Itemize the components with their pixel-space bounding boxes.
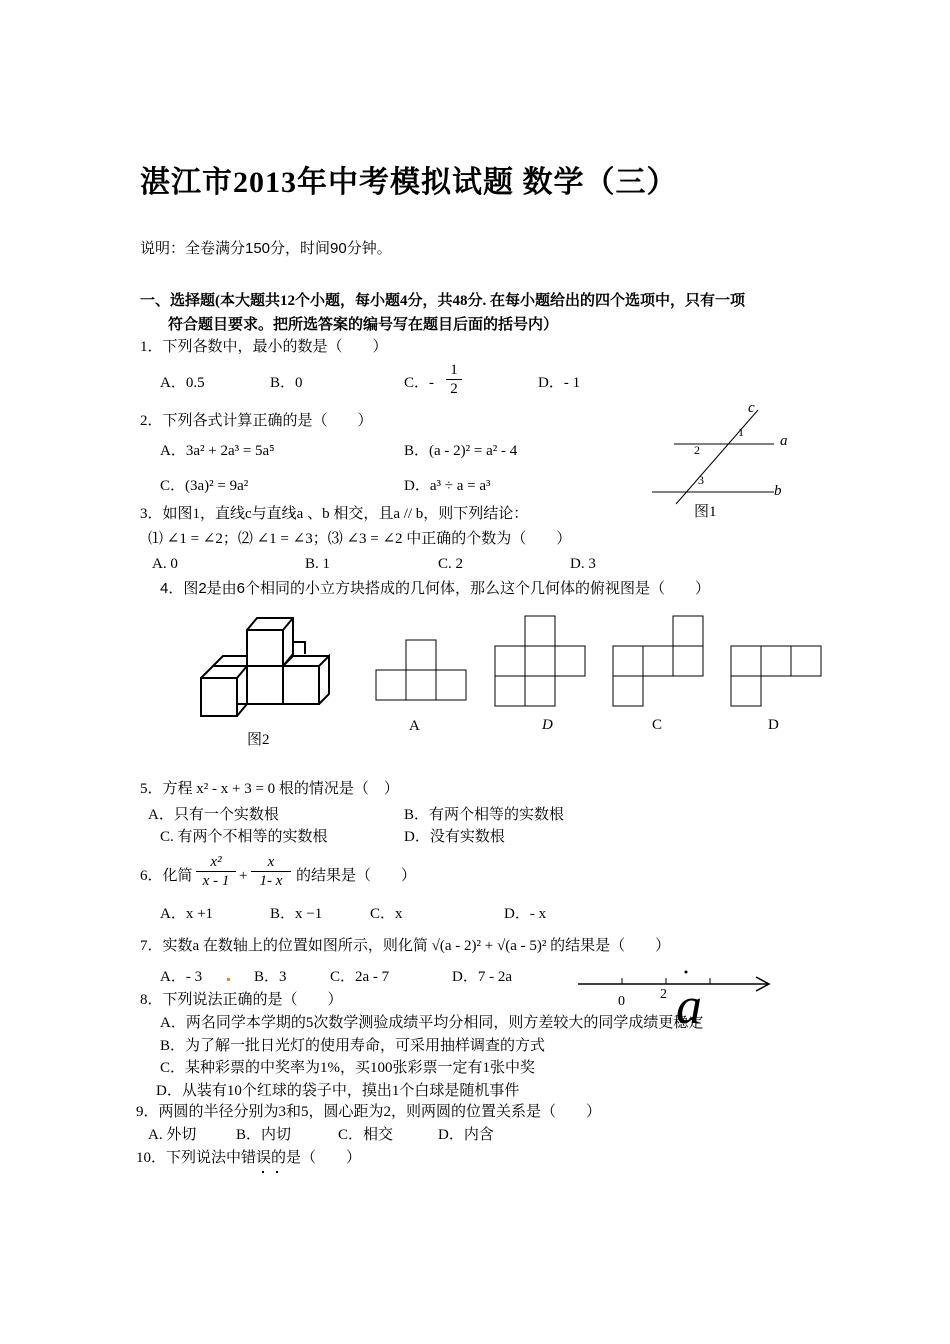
q5-option-b: B．有两个相等的实数根 [404, 807, 565, 823]
q9-option-d: D．内含 [438, 1127, 494, 1143]
exam-note: 说明：全卷满分150分，时间90分钟。 [140, 240, 392, 257]
q8-option-c: C．某种彩票的中奖率为1%，买100张彩票一定有1张中奖 [160, 1060, 536, 1076]
q9-option-c: C．相交 [338, 1127, 394, 1143]
line-c [676, 410, 758, 504]
angle-2: 2 [694, 443, 700, 457]
q3-conditions: ⑴ ∠1 = ∠2；⑵ ∠1 = ∠3；⑶ ∠3 = ∠2 中正确的个数为（ ） [148, 531, 572, 547]
page-title: 湛江市2013年中考模拟试题 数学（三） [140, 166, 678, 199]
q6-plus: + [239, 868, 248, 884]
q6-option-b: B．x −1 [270, 906, 323, 922]
q8-option-d: D．从装有10个红球的袋子中，摸出1个白球是随机事件 [156, 1083, 520, 1099]
point-a-marker [685, 971, 688, 974]
q1-option-d: D．- 1 [538, 375, 581, 391]
q6-option-a: A．x +1 [160, 906, 214, 922]
q6-suffix: 的结果是（ ） [296, 868, 417, 884]
q8-option-a: A．两名同学本学期的5次数学测验成绩平均分相同，则方差较大的同学成绩更稳定 [160, 1015, 704, 1031]
q3-option-b: B. 1 [305, 556, 331, 572]
q5-stem: 5．方程 x² - x + 3 = 0 根的情况是（ ） [140, 781, 399, 797]
angle-3: 3 [698, 473, 704, 487]
q5-option-d: D．没有实数根 [404, 829, 505, 845]
figure-1-caption: 图1 [694, 504, 717, 520]
q8-stem: 8．下列说法正确的是（ ） [140, 992, 343, 1008]
q7-option-d: D．7 - 2a [452, 969, 512, 985]
q1-option-b: B．0 [270, 375, 303, 391]
q4-stem: 4．图2是由6个相同的小立方块搭成的几何体，那么这个几何体的俯视图是（ ） [160, 580, 711, 597]
section-header-line1: 一、选择题(本大题共12个小题，每小题4分，共48分. 在每小题给出的四个选项中，只有一项 [140, 293, 745, 309]
q9-stem: 9．两圆的半径分别为3和5，圆心距为2，则两圆的位置关系是（ ） [136, 1104, 602, 1120]
q6-option-c: C．x [370, 906, 403, 922]
q2-option-d: D．a³ ÷ a = a³ [404, 478, 491, 494]
emphasis-dots [262, 1171, 282, 1174]
tick-label-0: 0 [618, 994, 625, 1009]
q4-option-b-figure [494, 615, 589, 735]
q1-stem: 1．下列各数中，最小的数是（ ） [140, 339, 388, 355]
q3-stem: 3．如图1，直线c与直线a 、b 相交，且a // b，则下列结论： [140, 506, 529, 522]
label-c: c [748, 400, 755, 416]
q5-option-c: C. 有两个不相等的实数根 [160, 829, 328, 845]
q7-option-c: C．2a - 7 [330, 969, 390, 985]
figure-2-cube-stack [195, 612, 340, 752]
q3-option-c: C. 2 [438, 556, 464, 572]
q8-option-b: B．为了解一批日光灯的使用寿命，可采用抽样调查的方式 [160, 1038, 546, 1054]
q4-option-a-figure [375, 640, 470, 735]
fraction-numerator: x² [210, 854, 222, 870]
q3-option-d: D. 3 [570, 556, 596, 572]
q2-stem: 2．下列各式计算正确的是（ ） [140, 413, 373, 429]
fraction-numerator: 1 [450, 362, 458, 378]
q7-option-b: B．3 [254, 969, 287, 985]
fraction-denominator: x - 1 [196, 871, 236, 890]
q1-option-a: A．0.5 [160, 375, 205, 391]
angle-1: 1 [738, 425, 744, 439]
q4-option-b-label: D [542, 717, 553, 733]
q4-option-d-figure [730, 645, 825, 735]
q4-option-d-label: D [768, 717, 779, 733]
point-a-label: a [676, 978, 702, 1035]
q4-option-c-figure [612, 615, 707, 735]
label-b: b [774, 483, 782, 499]
q1-option-c-prefix: C．- [404, 375, 435, 391]
q9-option-b: B．内切 [236, 1127, 292, 1143]
section-header-line2: 符合题目要求。把所选答案的编号写在题目后面的括号内） [168, 317, 559, 333]
fraction-denominator: 1- x [251, 871, 291, 890]
q6-fraction-1 [196, 853, 236, 890]
q4-option-c-label: C [652, 717, 663, 733]
q10-stem: 10．下列说法中错误的是（ ） [136, 1150, 362, 1166]
q7-option-a: A．- 3 [160, 969, 203, 985]
tick-label-2: 2 [660, 987, 667, 1002]
q2-option-a: A．3a² + 2a³ = 5a⁵ [160, 443, 275, 459]
figure-2-caption: 图2 [247, 732, 270, 748]
q6-fraction-2 [251, 853, 291, 890]
q6-prefix: 6．化简 [140, 868, 193, 884]
q2-option-b: B．(a - 2)² = a² - 4 [404, 443, 518, 459]
q2-option-c: C．(3a)² = 9a² [160, 478, 249, 494]
q1-option-c-fraction [446, 361, 462, 398]
fraction-numerator: x [267, 854, 275, 870]
q7-stem: 7．实数a 在数轴上的位置如图所示，则化简 √(a - 2)² + √(a - 5)² 的结果是（ ） [140, 938, 671, 954]
q3-option-a: A. 0 [152, 556, 178, 572]
fraction-denominator: 2 [446, 379, 462, 398]
q6-option-d: D．- x [504, 906, 547, 922]
q5-option-a: A．只有一个实数根 [148, 807, 279, 823]
label-a: a [780, 433, 788, 449]
q4-option-a-label: A [409, 718, 420, 734]
figure-1-parallel-lines [650, 395, 800, 525]
q7-highlight-dot [227, 978, 230, 981]
q9-option-a: A. 外切 [148, 1127, 197, 1143]
